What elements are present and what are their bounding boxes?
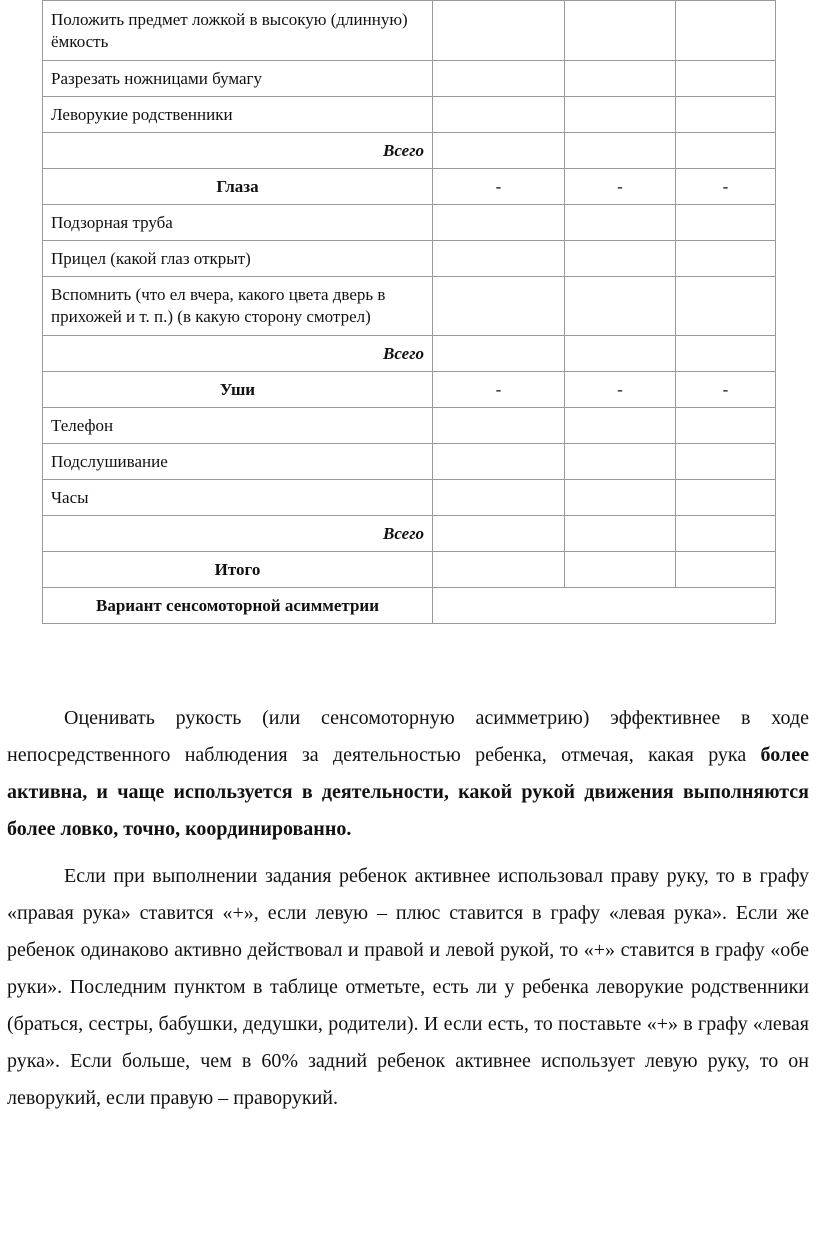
table-row <box>43 1 776 61</box>
row-label: Разрезать ножницами бумагу <box>43 61 433 97</box>
table-row <box>43 552 776 588</box>
empty-cell <box>433 97 565 133</box>
dash-mark-cell: - <box>676 372 776 408</box>
dash-mark-cell: - <box>565 169 676 205</box>
empty-cell <box>565 241 676 277</box>
table-row <box>43 588 776 624</box>
grand-total-label: Итого <box>43 552 433 588</box>
empty-cell <box>565 552 676 588</box>
empty-cell <box>565 133 676 169</box>
empty-cell <box>433 408 565 444</box>
empty-cell <box>433 1 565 61</box>
table-row <box>43 169 776 205</box>
empty-cell <box>676 61 776 97</box>
table-row <box>43 97 776 133</box>
row-label: Вспомнить (что ел вчера, какого цвета дверь в прихожей и т. п.) (в какую сторону смотрел) <box>43 277 433 336</box>
empty-cell <box>676 516 776 552</box>
empty-cell <box>676 205 776 241</box>
paragraph-1 <box>7 700 809 848</box>
variant-label: Вариант сенсомоторной асимметрии <box>43 588 433 624</box>
table-body <box>43 1 776 624</box>
empty-cell <box>433 480 565 516</box>
empty-cell <box>565 336 676 372</box>
table-row <box>43 133 776 169</box>
table-row <box>43 516 776 552</box>
empty-cell <box>565 480 676 516</box>
empty-cell <box>676 336 776 372</box>
total-label: Всего <box>43 516 433 552</box>
table-row <box>43 480 776 516</box>
paragraph-1-regular: Оценивать рукость (или сенсомоторную асимметрию) эффективнее в ходе непосредственного наблюдения за деятельностью ребенка, отмечая, какая рука <box>7 707 809 766</box>
dash-mark-cell: - <box>433 169 565 205</box>
table-row <box>43 444 776 480</box>
empty-cell <box>676 97 776 133</box>
dash-mark-cell: - <box>565 372 676 408</box>
empty-cell <box>676 552 776 588</box>
total-label: Всего <box>43 336 433 372</box>
table-row <box>43 61 776 97</box>
empty-cell <box>433 516 565 552</box>
table-row <box>43 336 776 372</box>
row-label: Подслушивание <box>43 444 433 480</box>
empty-cell <box>676 480 776 516</box>
empty-cell <box>676 444 776 480</box>
empty-cell <box>433 133 565 169</box>
empty-cell <box>676 1 776 61</box>
dash-mark-cell: - <box>676 169 776 205</box>
empty-cell <box>565 205 676 241</box>
empty-cell <box>565 444 676 480</box>
empty-cell <box>433 277 565 336</box>
table-row <box>43 205 776 241</box>
empty-cell <box>433 552 565 588</box>
row-label: Положить предмет ложкой в высокую (длинную) ёмкость <box>43 1 433 61</box>
empty-cell <box>565 61 676 97</box>
table-row <box>43 372 776 408</box>
empty-cell <box>433 241 565 277</box>
table-row <box>43 241 776 277</box>
table-row <box>43 408 776 444</box>
empty-cell <box>676 277 776 336</box>
paragraph-2: Если при выполнении задания ребенок активнее использовал праву руку, то в графу «правая рука» ставится «+», если левую – плюс ставится в графу «левая рука». Если же ребенок одинаково активно действовал и правой и левой рукой, то «+» ставится в графу «обе руки». Последним пунктом в таблице отметьте, есть ли у ребенка леворукие родственники (браться, сестры, бабушки, дедушки, родители). И если есть, то поставьте «+» в графу «левая рука». Если больше, чем в 60% задний ребенок активнее использует левую руку, то он леворукий, если правую – праворукий. <box>7 865 809 1109</box>
empty-cell <box>433 444 565 480</box>
empty-cell <box>565 277 676 336</box>
empty-cell <box>676 241 776 277</box>
dash-mark-cell: - <box>433 372 565 408</box>
empty-cell <box>433 205 565 241</box>
row-label: Телефон <box>43 408 433 444</box>
empty-cell <box>433 336 565 372</box>
row-label: Прицел (какой глаз открыт) <box>43 241 433 277</box>
section-heading: Глаза <box>43 169 433 205</box>
table-row <box>43 277 776 336</box>
row-label: Часы <box>43 480 433 516</box>
empty-cell <box>565 408 676 444</box>
paragraph-1-bold: более активна, и чаще используется в деятельности, какой рукой движения выполняются более ловко, точно, координированно. <box>7 744 809 840</box>
total-label: Всего <box>43 133 433 169</box>
empty-cell <box>565 1 676 61</box>
empty-cell <box>676 408 776 444</box>
empty-cell <box>565 97 676 133</box>
empty-cell <box>565 516 676 552</box>
row-label: Подзорная труба <box>43 205 433 241</box>
section-heading: Уши <box>43 372 433 408</box>
instructions-text <box>7 700 809 1127</box>
row-label: Леворукие родственники <box>43 97 433 133</box>
empty-cell <box>433 61 565 97</box>
variant-cell <box>433 588 776 624</box>
assessment-table <box>42 0 776 624</box>
empty-cell <box>676 133 776 169</box>
